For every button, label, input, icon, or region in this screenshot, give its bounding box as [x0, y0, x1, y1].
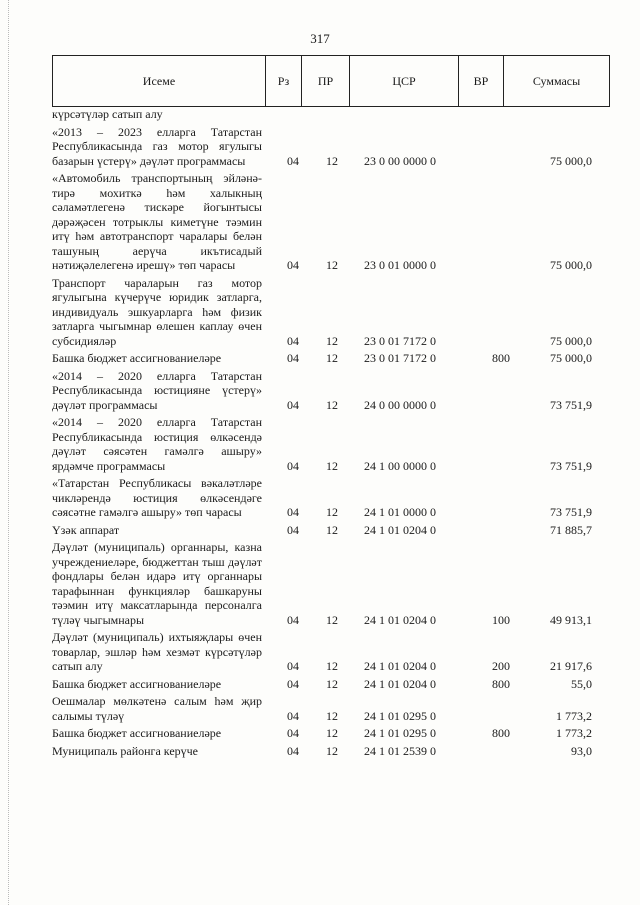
table-row [52, 125, 610, 169]
page-number: 317 [310, 31, 330, 46]
row-sum: 93,0 [571, 743, 592, 758]
row-sum: 1 773,2 [556, 726, 592, 740]
row-name: Транспорт чараларын газ мотор ягулыгына күчерүче юридик затларга, индивидуаль эшкуарларга һәм физик затларга чыгымнар өлешен каплау өчен субсидияләр [52, 275, 262, 348]
table-row [52, 351, 610, 366]
table-row [52, 107, 610, 122]
row-pr: 12 [326, 522, 338, 537]
header-rz: Рз [266, 56, 302, 106]
row-rz: 04 [287, 333, 299, 348]
row-sum: 73 751,9 [550, 397, 592, 412]
row-rz: 04 [287, 676, 299, 691]
table-row [52, 677, 610, 692]
row-sum: 71 885,7 [550, 522, 592, 537]
row-sum: 49 913,1 [550, 612, 592, 627]
row-name: Башка бюджет ассигнованиеләре [52, 726, 222, 740]
table-row [52, 369, 610, 413]
row-vr: 800 [492, 351, 510, 365]
row-name: Башка бюджет ассигнованиеләре [52, 676, 222, 691]
row-name: «Татарстан Республикасы вәкаләтләре чикләрендә юстиция өлкәсендәге сәясәтне гамәлгә ашыру» төп чарасы [52, 476, 262, 519]
table-row [52, 523, 610, 538]
row-pr: 12 [326, 708, 338, 723]
row-vr: 800 [492, 676, 510, 691]
row-pr: 12 [326, 659, 338, 673]
row-csr: 24 1 01 0204 0 [364, 522, 436, 537]
row-name: Оешмалар мөлкәтенә салым һәм җир салымы түләү [52, 694, 262, 723]
row-sum: 75 000,0 [550, 153, 592, 168]
row-name: «Автомобиль транспортының эйләнә-тирә мохиткә һәм халыкның сәламәтлегенә тискәре йогынтысы дәрәҗәсен тотрыклы киметүне тәэмин итү һәм автотранспорт чаралары белән ташуның аерүча икътисадый нәтиҗәлелегенә ирешү» төп чарасы [52, 171, 262, 272]
row-rz: 04 [287, 153, 299, 168]
header-csr: ЦСР [350, 56, 459, 106]
row-rz: 04 [287, 612, 299, 627]
table-row [52, 171, 610, 273]
row-csr: 24 1 01 2539 0 [364, 743, 436, 758]
row-csr: 23 0 01 7172 0 [364, 351, 436, 365]
row-csr: 24 1 01 0204 0 [364, 659, 436, 673]
table-row [52, 726, 610, 741]
row-csr: 24 1 01 0204 0 [364, 676, 436, 691]
row-name: күрсәтүләр сатып алу [52, 107, 163, 121]
row-rz: 04 [287, 659, 299, 673]
row-rz: 04 [287, 397, 299, 412]
row-name: Дәүләт (муниципаль) ихтыяҗлары өчен товарлар, эшләр һәм хезмәт күрсәтүләр сатып алу [52, 630, 262, 673]
row-rz: 04 [287, 726, 299, 740]
row-rz: 04 [287, 258, 299, 272]
table-row [52, 476, 610, 520]
row-sum: 73 751,9 [550, 505, 592, 519]
table-row [52, 744, 610, 759]
table-row [52, 276, 610, 349]
row-csr: 24 0 00 0000 0 [364, 397, 436, 412]
row-pr: 12 [326, 351, 338, 365]
row-csr: 24 1 01 0000 0 [364, 505, 436, 519]
row-sum: 21 917,6 [550, 659, 592, 673]
row-rz: 04 [287, 522, 299, 537]
row-csr: 23 0 00 0000 0 [364, 153, 436, 168]
row-sum: 75 000,0 [550, 351, 592, 365]
row-rz: 04 [287, 505, 299, 519]
row-vr: 100 [492, 612, 510, 627]
row-pr: 12 [326, 397, 338, 412]
row-rz: 04 [287, 743, 299, 758]
table-header [52, 55, 610, 107]
row-csr: 24 1 01 0295 0 [364, 726, 436, 740]
row-sum: 75 000,0 [550, 258, 592, 272]
row-pr: 12 [326, 153, 338, 168]
row-pr: 12 [326, 743, 338, 758]
row-sum: 55,0 [571, 676, 592, 691]
row-rz: 04 [287, 708, 299, 723]
row-name: «2014 – 2020 елларга Татарстан Республикасында юстицияне үстерү» дәүләт программасы [52, 368, 262, 412]
header-pr: ПР [302, 56, 350, 106]
row-rz: 04 [287, 458, 299, 473]
row-vr: 200 [492, 659, 510, 673]
row-name: Муниципаль районга керүче [52, 743, 199, 758]
table-body [52, 107, 610, 761]
row-pr: 12 [326, 676, 338, 691]
table-row [52, 630, 610, 674]
page-edge-mark [8, 0, 10, 905]
header-sum: Суммасы [532, 73, 581, 88]
row-vr: 800 [492, 726, 510, 740]
table-row [52, 540, 610, 627]
row-pr: 12 [326, 612, 338, 627]
row-pr: 12 [326, 258, 338, 272]
row-csr: 23 0 01 0000 0 [364, 258, 436, 272]
table-row [52, 415, 610, 473]
table-row [52, 694, 610, 723]
row-pr: 12 [326, 333, 338, 348]
row-name: Башка бюджет ассигнованиеләре [52, 351, 222, 365]
row-name: «2013 – 2023 елларга Татарстан Республикасында газ мотор ягулыгы базарын үстерү» дәүләт программасы [52, 124, 262, 168]
row-name: Дәүләт (муниципаль) органнары, казна учреждениеләре, бюджеттан тыш дәүләт фондлары белән идарә итү органнары тарафыннан функцияләр башкаруны тәэмин итү максатларында персоналга түләү чыгымнары [52, 540, 262, 627]
row-sum: 73 751,9 [550, 458, 592, 473]
row-name: «2014 – 2020 елларга Татарстан Республикасында юстиция өлкәсендә дәүләт сәясәтен гамәлгә ашыру» ярдәмче программасы [52, 415, 262, 473]
row-sum: 1 773,2 [556, 708, 592, 723]
row-pr: 12 [326, 726, 338, 740]
row-sum: 75 000,0 [550, 333, 592, 348]
row-name: Үзәк аппарат [52, 522, 120, 537]
row-rz: 04 [287, 351, 299, 365]
row-csr: 24 1 01 0204 0 [364, 612, 436, 627]
row-pr: 12 [326, 458, 338, 473]
header-name: Исеме [53, 56, 266, 106]
row-csr: 24 1 00 0000 0 [364, 458, 436, 473]
row-pr: 12 [326, 505, 338, 519]
row-csr: 23 0 01 7172 0 [364, 333, 436, 348]
header-vr: ВР [459, 56, 504, 106]
row-csr: 24 1 01 0295 0 [364, 708, 436, 723]
